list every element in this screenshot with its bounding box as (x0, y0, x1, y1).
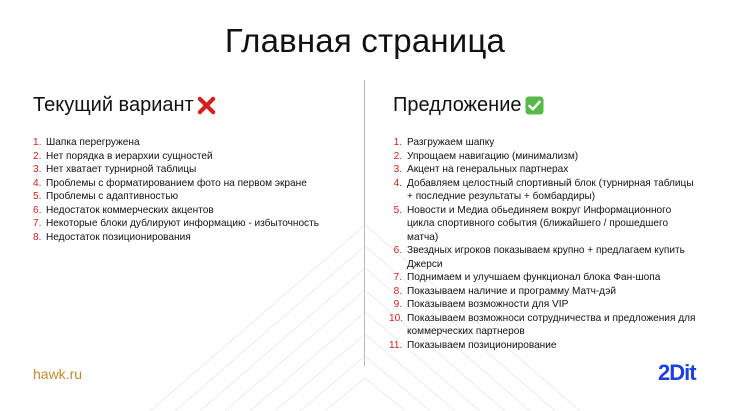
list-item (389, 339, 699, 353)
page-title: Главная страница (224, 22, 506, 59)
item-text: Упрощаем навигацию (минимализм) (407, 150, 579, 162)
item-number: 11. (389, 339, 403, 351)
proposal-heading-label: Предложение (393, 94, 522, 116)
current-variant-heading-label: Текущий вариант (33, 94, 194, 116)
item-text: Нет порядка в иерархии сущностей (46, 150, 213, 162)
list-item (33, 231, 351, 245)
item-text: Поднимаем и улучшаем функционал блока Фан-шопа (407, 272, 661, 283)
list-item (389, 163, 699, 177)
list-item (33, 136, 351, 150)
item-number: 8. (33, 231, 42, 243)
item-number: 7. (393, 272, 402, 283)
item-number: 10. (389, 312, 404, 324)
current-variant-heading (33, 94, 216, 117)
item-text: Шапка перегружена (46, 137, 140, 148)
item-number: 6. (393, 245, 402, 256)
item-number: 5. (33, 191, 42, 202)
item-text: Показываем наличие и программу Матч-дэй (407, 285, 616, 297)
item-text: Недостаток позиционирования (46, 231, 191, 243)
item-number: 3. (393, 164, 402, 175)
list-item (389, 204, 699, 245)
green-check-icon (525, 96, 544, 115)
item-text: Разгружаем шапку (407, 137, 495, 148)
item-number: 9. (393, 299, 402, 310)
item-text: Новости и Медиа обьединяем вокруг Информационного цикла спортивного события (ближайшего / прошедшего матча) (407, 204, 672, 243)
item-text: Звездных игроков показываем крупно + предлагаем купить Джерси (407, 245, 685, 270)
item-number: 8. (393, 285, 402, 297)
item-text: Недостаток коммерческих акцентов (46, 204, 214, 216)
item-number: 7. (33, 218, 42, 229)
item-text: Проблемы с форматированием фото на первом экране (46, 177, 307, 189)
item-text: Нет хватает турнирной таблицы (46, 164, 197, 175)
current-issues-list (33, 136, 351, 244)
item-number: 3. (33, 164, 42, 175)
list-item (389, 136, 699, 150)
item-number: 2. (393, 150, 402, 162)
item-number: 6. (33, 204, 42, 216)
item-number: 2. (33, 150, 42, 162)
list-item (33, 217, 351, 231)
list-item (33, 177, 351, 191)
proposal-heading (393, 94, 544, 117)
item-text: Акцент на генеральных партнерах (407, 164, 569, 175)
list-item (389, 312, 699, 339)
list-item (389, 298, 699, 312)
proposal-list (389, 136, 699, 352)
item-number: 4. (393, 177, 402, 189)
item-text: Показываем возможноси сотрудничества и предложения для коммерческих партнеров (407, 312, 696, 337)
item-number: 1. (393, 137, 402, 148)
list-item (33, 163, 351, 177)
item-number: 1. (33, 137, 42, 148)
list-item (389, 150, 699, 164)
company-logo-mark (658, 359, 702, 385)
list-item (389, 271, 699, 285)
list-item (389, 285, 699, 299)
column-divider (364, 80, 365, 366)
red-cross-icon (197, 96, 216, 115)
item-text: Некоторые блоки дублируют информацию - избыточность (46, 218, 319, 229)
list-item (33, 204, 351, 218)
item-number: 5. (393, 204, 402, 216)
item-text: Добавляем целостный спортивный блок (турнирная таблицы + последние результаты + бомбардиры) (407, 177, 694, 202)
list-item (33, 150, 351, 164)
item-number: 4. (33, 177, 42, 189)
item-text: Показываем возможности для VIP (407, 299, 569, 310)
company-logo (658, 359, 702, 385)
list-item (389, 244, 699, 271)
list-item (33, 190, 351, 204)
site-url: hawk.ru (33, 366, 83, 382)
item-text: Проблемы с адаптивностью (46, 191, 179, 202)
company-logo-text: 2Dit (658, 360, 696, 385)
item-text: Показываем позиционирование (407, 339, 557, 351)
list-item (389, 177, 699, 204)
